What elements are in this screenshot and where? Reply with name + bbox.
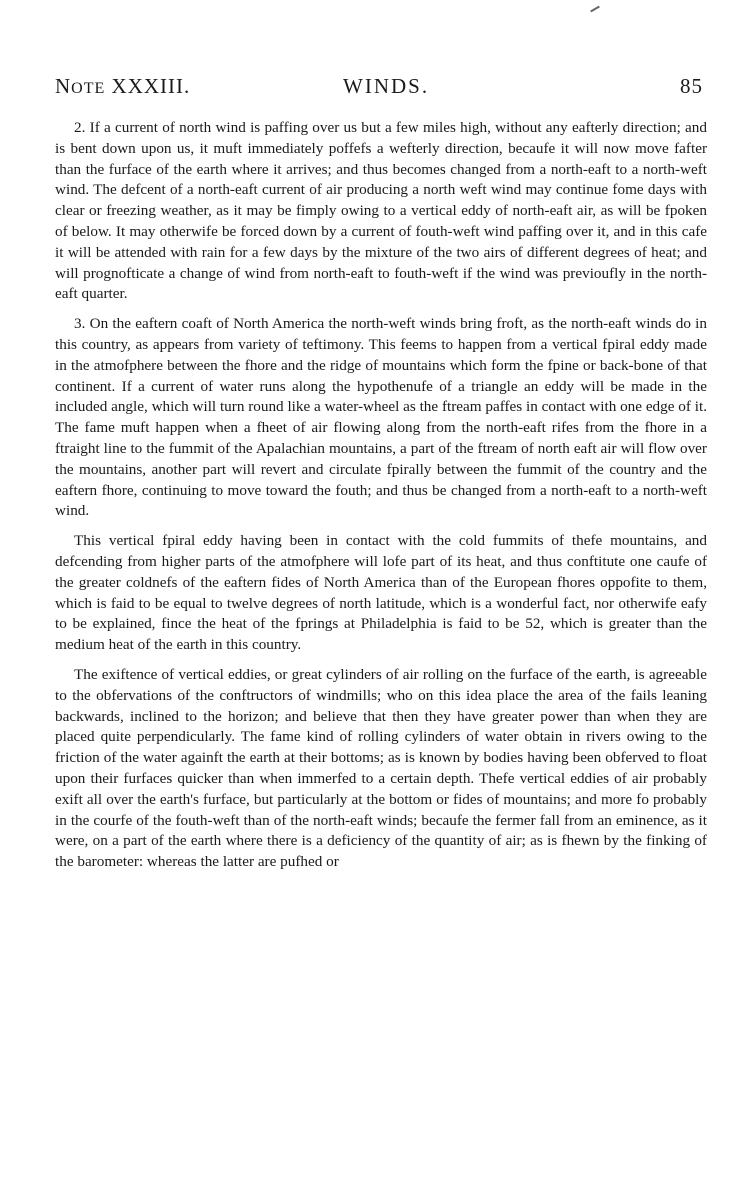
paragraph-3: This vertical fpiral eddy having been in contact with the cold fummits of thefe mountains, and defcending from higher parts of the atmofphere will lofe part of its heat, and thus conftitute one caufe of the greater coldnefs of the eaftern fides of North America than of the European fhores oppofite to them, which is faid to be equal to twelve degrees of north latitude, which is a wonderful fact, nor otherwife eafy to be explained, fince the heat of the fprings at Philadelphia is faid to be 52, which is greater than the medium heat of the earth in this country. (55, 532, 707, 654)
page-title: WINDS. (343, 74, 430, 98)
body-text (55, 118, 707, 882)
note-number: XXXIII. (111, 74, 191, 98)
paragraph-1: 2. If a current of north wind is paffing over us but a few miles high, without any eafterly direction; and is bent down upon us, it muft immediately poffefs a wefterly direction, becaufe it will now move fafter than the furface of the earth where it arrives; and thus becomes changed from a north-eaft to a north-weft wind. The defcent of a north-eaft current of air producing a north weft wind may continue fome days with clear or freezing weather, as it may be fimply owing to a vertical eddy of north-eaft air, as will be fpoken of below. It may otherwife be forced down by a current of fouth-weft wind paffing over it, and in this cafe it will be attended with rain for a few days by the mixture of the two airs of different degrees of heat; and will prognofticate a change of wind from north-eaft to fouth-weft if the wind was previoufly in the north-eaft quarter. (55, 119, 707, 303)
paragraph-2: 3. On the eaftern coaft of North America the north-weft winds bring froft, as the north-eaft winds do in this country, as appears from variety of teftimony. This feems to happen from a vertical fpiral eddy made in the atmofphere between the fhore and the ridge of mountains which form the fpine or back-bone of that continent. If a current of water runs along the hypothenufe of a triangle an eddy will be made in the included angle, which will turn round like a water-wheel as the ftream paffes in contact with one edge of it. The fame muft happen when a fheet of air flowing along from the north-eaft rifes from the fhore in a ftraight line to the fummit of the Apalachian mountains, a part of the ftream of north eaft air will flow over the mountains, another part will revert and circulate fpirally between the fummit of the country and the eaftern fhore, continuing to move toward the fouth; and thus be changed from a north-eaft to a north-weft wind. (55, 315, 707, 520)
note-label (55, 74, 190, 99)
running-header (55, 74, 705, 104)
paragraph-4: The exiftence of vertical eddies, or great cylinders of air rolling on the furface of the earth, is agreeable to the obfervations of the conftructors of windmills; who on this idea place the area of the fails leaning backwards, inclined to the horizon; and believe that then they have greater power than when they are placed quite perpendicularly. The fame kind of rolling cylinders of water obtain in rivers owing to the friction of the water againft the earth at their bottoms; as is known by bodies having been obferved to float upon their furfaces quicker than when immerfed to a certain depth. Thefe vertical eddies of air probably exift all over the earth's furface, but particularly at the bottom or fides of mountains; and more fo probably in the courfe of the fouth-weft than of the north-eaft winds; becaufe the fermer fall from an eminence, as it were, on a part of the earth where there is a deficiency of the quantity of air; as is fhewn by the finking of the barometer: whereas the latter are pufhed or (55, 665, 707, 871)
note-prefix-rest: OTE (71, 80, 106, 97)
page-number: 85 (680, 74, 703, 98)
stray-mark (590, 6, 600, 13)
note-prefix-first: N (55, 74, 72, 98)
